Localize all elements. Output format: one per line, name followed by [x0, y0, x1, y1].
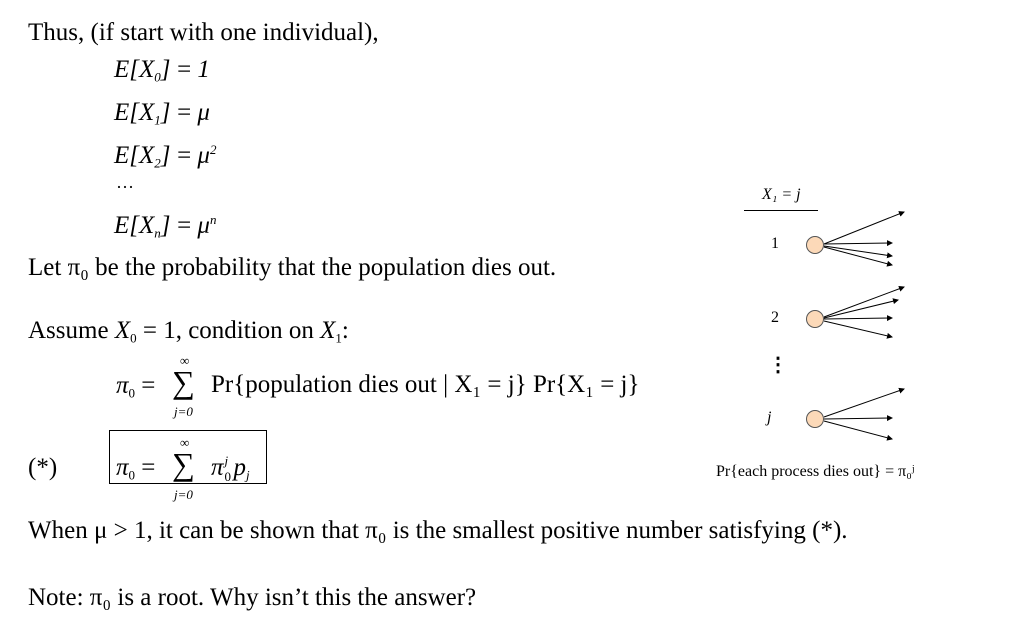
eq1-sum-symbol: ∑: [172, 364, 195, 400]
star-label: (*): [28, 454, 58, 481]
expectation-line: $E[X_1] = \mu$: [114, 99, 210, 128]
arrow: [824, 212, 904, 244]
eq1-body: Pr{population dies out | X₁ = j} Pr{X₁ = j}: [211, 371, 640, 398]
arrow: [824, 389, 904, 417]
note-line: Note: π₀ is a root. Why isn’t this the answer?: [28, 584, 477, 611]
expectation-line: $E[X_n] = \mu^n$: [114, 212, 217, 241]
expectation-line: $E[X_2] = \mu^2$: [114, 142, 217, 171]
expectation-line: $E[X_0] = 1$: [114, 56, 210, 85]
eq2-sum-top: ∞: [180, 435, 190, 450]
arrow: [824, 421, 892, 439]
diagram-header: X₁ = j: [762, 186, 801, 203]
arrow: [824, 247, 892, 265]
eq1-sum-top: ∞: [180, 353, 190, 368]
eq2-sum-symbol: ∑: [172, 446, 195, 482]
assume-line: Assume $X_0 = 1$, condition on $X_1$:: [28, 317, 349, 346]
eq2-body: π j 0 $p_j$: [211, 453, 250, 484]
eq2-lhs: $\pi_0$ =: [116, 454, 156, 483]
when-line: When μ > 1, it can be shown that π₀ is the smallest positive number satisfying (*).: [28, 517, 848, 544]
diagram-row-label: 1: [771, 235, 779, 252]
arrow: [824, 321, 892, 337]
arrow: [824, 287, 904, 317]
arrow: [824, 246, 892, 256]
arrow: [824, 318, 892, 319]
eq1-lhs: $\pi_0$ =: [116, 372, 156, 401]
arrow: [824, 243, 892, 244]
ellipsis: ···: [116, 177, 134, 197]
eq2-sum-bottom: j=0: [174, 487, 193, 502]
heading: Thus, (if start with one individual),: [28, 19, 379, 46]
diagram-caption: Pr{each process dies out} = π₀ʲ: [716, 463, 915, 480]
arrow: [824, 418, 892, 419]
diagram-row-label: 2: [771, 309, 779, 326]
eq1-sum-bottom: j=0: [174, 404, 193, 419]
let-line: Let π₀ be the probability that the population dies out.: [28, 254, 557, 281]
diagram-row-label: j: [767, 409, 772, 426]
vertical-ellipsis: ⋮: [768, 354, 788, 376]
